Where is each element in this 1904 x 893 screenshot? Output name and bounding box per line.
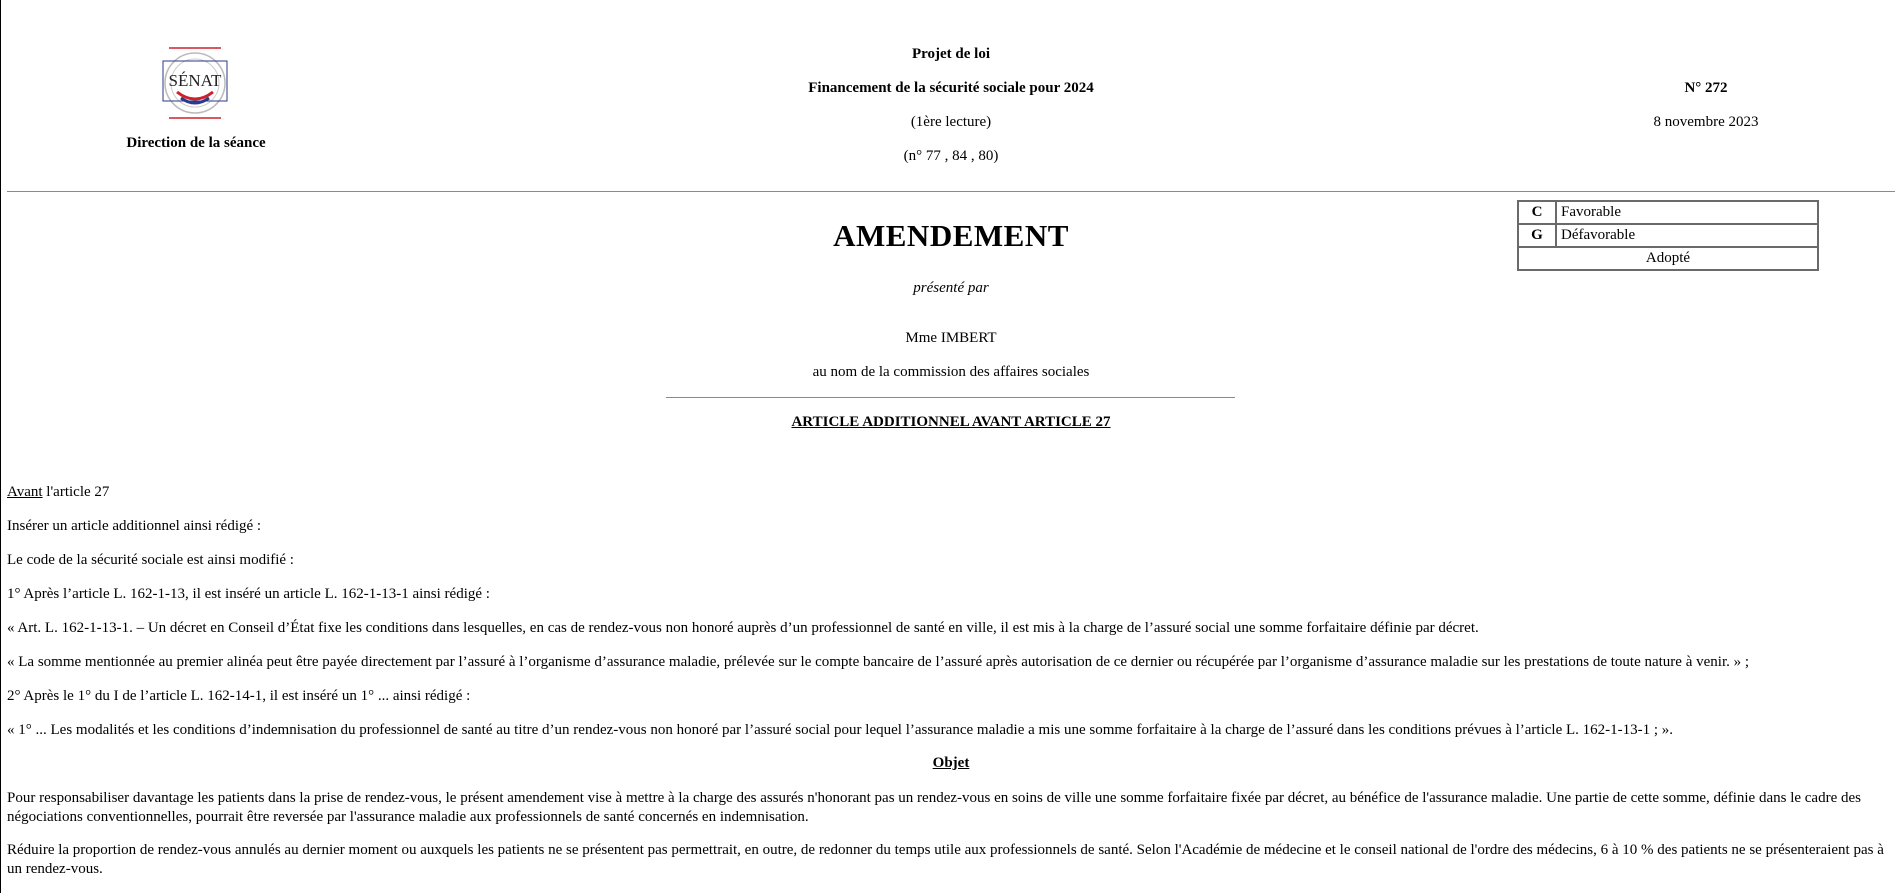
body-line: Insérer un article additionnel ainsi rédigé : <box>7 518 262 534</box>
status-result-row <box>1518 247 1818 270</box>
body-line: 1° Après l’article L. 162-1-13, il est inséré un article L. 162-1-13-1 ainsi rédigé : <box>7 586 490 602</box>
on-behalf: au nom de la commission des affaires sociales <box>812 364 1090 380</box>
org-caption: Direction de la séance <box>126 135 266 151</box>
text-numbers: (n° 77 , 84 , 80) <box>903 148 999 164</box>
body-line: Le code de la sécurité sociale est ainsi modifié : <box>7 552 294 568</box>
presented-by: présenté par <box>913 280 989 296</box>
position-line <box>7 483 1897 502</box>
article-heading: ARTICLE ADDITIONNEL AVANT ARTICLE 27 <box>791 414 1111 430</box>
objet-paragraph: Réduire la proportion de rendez-vous annulés au dernier moment ou auxquels les patients ne se présentent pas permettrait, en outre, de redonner du temps utile aux professionnels de santé. Selon l'Académie de médecine et le conseil national de l'ordre des médecins, 6 à 10 % des patients ne se présenteraient pas à un rendez-vous. <box>7 842 1884 877</box>
body-line: « La somme mentionnée au premier alinéa peut être payée directement par l’assuré à l’organisme d’assurance maladie, prélevée sur le compte bancaire de l’assuré après autorisation de ce dernier ou récupérée par l’organisme d’assurance maladie sur les prestations de toute nature à venir. » ; <box>7 654 1750 670</box>
amendment-number: N° 272 <box>1684 80 1728 96</box>
objet-paragraph: Pour responsabiliser davantage les patients dans la prise de rendez-vous, le présent amendement vise à mettre à la charge des assurés n'honorant pas un rendez-vous en soins de ville une somme forfaitaire fixée par décret, au bénéfice de l'assurance maladie. Une partie de cette somme, définie dans le cadre des négociations conventionnelles, pourrait être reversée par l'assurance maladie aux professionnels de santé concernés en indemnisation. <box>7 790 1861 825</box>
senat-logo-icon <box>159 46 231 120</box>
senat-logo <box>159 46 231 120</box>
status-code: G <box>1518 224 1556 247</box>
status-label: Favorable <box>1556 201 1818 224</box>
bill-label: Projet de loi <box>911 46 991 62</box>
amendment-title: AMENDEMENT <box>833 218 1069 253</box>
status-row <box>1518 224 1818 247</box>
position-rest: l'article 27 <box>42 484 110 500</box>
body-line: « Art. L. 162-1-13-1. – Un décret en Conseil d’État fixe les conditions dans lesquelles, en cas de rendez-vous non honoré auprès d’un professionnel de santé en ville, il est mis à la charge de l’assuré social une somme forfaitaire définie par décret. <box>7 620 1479 636</box>
objet-heading: Objet <box>932 755 970 771</box>
reading: (1ère lecture) <box>910 114 992 130</box>
title-divider <box>666 397 1235 398</box>
header-divider <box>7 191 1895 192</box>
status-result: Adopté <box>1518 247 1818 270</box>
position-word: Avant <box>7 484 43 500</box>
body-line: « 1° ... Les modalités et les conditions d’indemnisation du professionnel de santé au titre d’un rendez-vous non honoré par l’assuré social pour lequel l’assurance maladie a mis une somme forfaitaire à la charge de l’assuré dans les conditions prévues à l’article L. 162-1-13-1 ; ». <box>7 722 1674 738</box>
status-label: Défavorable <box>1556 224 1818 247</box>
amendment-date: 8 novembre 2023 <box>1653 114 1759 130</box>
bill-title: Financement de la sécurité sociale pour 2024 <box>808 80 1094 96</box>
status-row <box>1518 201 1818 224</box>
author: Mme IMBERT <box>905 330 997 346</box>
status-table <box>1517 200 1819 271</box>
body-line: 2° Après le 1° du I de l’article L. 162-14-1, il est inséré un 1° ... ainsi rédigé : <box>7 688 471 704</box>
status-code: C <box>1518 201 1556 224</box>
svg-text:SÉNAT: SÉNAT <box>168 71 222 90</box>
